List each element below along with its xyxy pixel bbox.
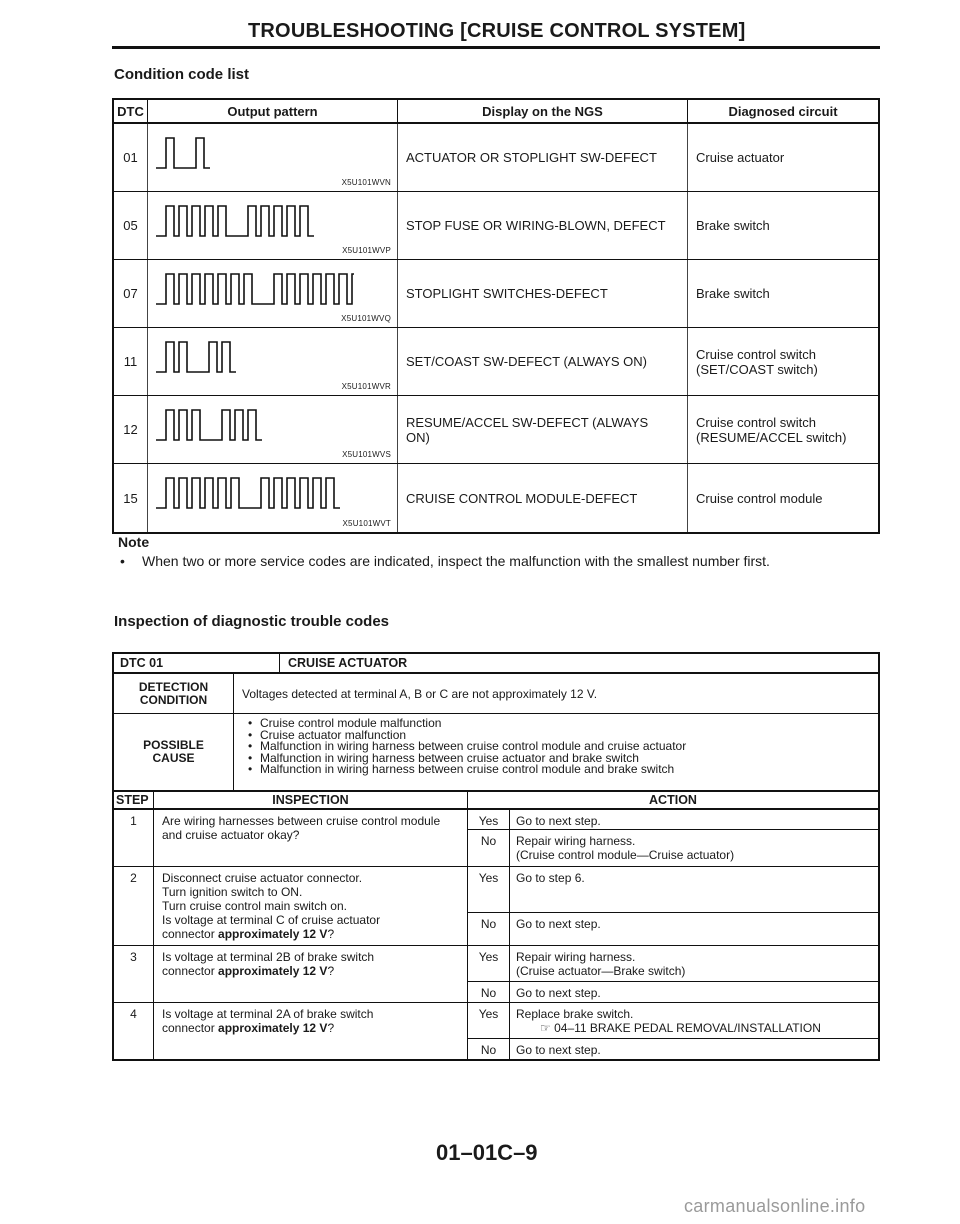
pulse-waveform (154, 202, 354, 242)
page-number: 01–01C–9 (436, 1140, 538, 1165)
action-text (510, 830, 878, 866)
question-line: Is voltage at terminal 2B of brake switch (162, 950, 375, 964)
header-rule (112, 46, 880, 49)
step-question (154, 1003, 468, 1059)
yes-action (468, 810, 878, 830)
step-row-4 (114, 1003, 878, 1059)
question-text: connector (162, 927, 219, 941)
condition-code-row (114, 124, 878, 192)
diagnosed-circuit-text: Cruise control switch (RESUME/ACCEL switch) (696, 414, 847, 445)
question-text: connector (162, 1021, 219, 1035)
question-emphasis: approximately 12 V (218, 927, 328, 941)
step-header: STEP (114, 792, 154, 808)
pulse-line (156, 342, 236, 372)
no-label: No (468, 982, 510, 1002)
no-action (468, 913, 878, 945)
inspection-header: INSPECTION (154, 792, 468, 808)
question-emphasis: approximately 12 V (218, 1021, 328, 1035)
figure-code: X5U101WVR (341, 382, 391, 391)
question-text: ? (327, 964, 335, 978)
no-label: No (468, 830, 510, 866)
question-text: connector (162, 964, 219, 978)
col-output-pattern: Output pattern (148, 100, 398, 122)
step-actions (468, 946, 878, 1002)
ngs-display-text: RESUME/ACCEL SW-DEFECT (ALWAYS ON) (398, 396, 688, 463)
note-label: Note (118, 534, 150, 550)
action-line: Replace brake switch. (516, 1007, 634, 1021)
action-text: Go to next step. (516, 1043, 601, 1057)
no-label: No (468, 913, 510, 945)
step-actions (468, 867, 878, 945)
figure-code: X5U101WVT (342, 519, 391, 528)
cause-item: • Cruise actuator malfunction (248, 730, 878, 742)
step-row-3 (114, 946, 878, 1003)
ngs-display-text: ACTUATOR OR STOPLIGHT SW-DEFECT (398, 124, 688, 191)
step-actions (468, 1003, 878, 1059)
diagnosed-circuit-text: Cruise control module (696, 490, 823, 506)
ngs-display-text: STOPLIGHT SWITCHES-DEFECT (398, 260, 688, 327)
pulse-waveform (154, 134, 354, 174)
step-number: 2 (114, 867, 154, 945)
question-line (162, 1021, 459, 1035)
figure-code: X5U101WVN (341, 178, 391, 187)
figure-code: X5U101WVP (342, 246, 391, 255)
cause-item: • Malfunction in wiring harness between cruise control module and cruise actuator (248, 741, 878, 753)
page-title: TROUBLESHOOTING [CRUISE CONTROL SYSTEM] (248, 20, 746, 42)
detection-text: Voltages detected at terminal A, B or C are not approximately 12 V. (242, 686, 598, 701)
condition-code-row (114, 260, 878, 328)
possible-cause-list (234, 714, 878, 790)
possible-cause-label: POSSIBLE CAUSE (114, 714, 234, 790)
action-line: (Cruise actuator—Brake switch) (516, 964, 686, 978)
diagnosed-circuit-text: Brake switch (696, 286, 770, 301)
cause-item: • Malfunction in wiring harness between cruise actuator and brake switch (248, 753, 878, 765)
ngs-display-text: CRUISE CONTROL MODULE-DEFECT (398, 464, 688, 532)
note-body: When two or more service codes are indicated, inspect the malfunction with the smallest number first. (142, 553, 770, 569)
dtc-01-table (112, 652, 880, 1061)
note-bullet: • (120, 553, 125, 569)
question-text: ? (327, 1021, 335, 1035)
pulse-line (156, 274, 354, 304)
output-pattern-cell (148, 192, 398, 259)
ngs-display-text: STOP FUSE OR WIRING-BLOWN, DEFECT (398, 192, 688, 259)
condition-code-title: Condition code list (114, 66, 249, 83)
no-label: No (468, 1039, 510, 1059)
condition-code-row (114, 328, 878, 396)
col-diagnosed-circuit: Diagnosed circuit (728, 103, 838, 119)
action-line: Repair wiring harness. (516, 950, 636, 964)
pulse-line (156, 478, 340, 508)
action-line: Repair wiring harness. (516, 834, 636, 848)
output-pattern-cell (148, 328, 398, 395)
question-line: Turn ignition switch to ON. (162, 885, 303, 899)
condition-code-table (112, 98, 880, 534)
figure-code: X5U101WVS (342, 450, 391, 459)
question-line: Is voltage at terminal C of cruise actuator (162, 913, 381, 927)
condition-code-header (114, 100, 878, 124)
dtc-code: 15 (114, 464, 148, 532)
diagnosed-circuit-text: Cruise actuator (696, 150, 785, 165)
diagnosed-circuit-text: Brake switch (696, 218, 770, 233)
action-header: ACTION (649, 793, 697, 807)
action-text (510, 1003, 878, 1038)
yes-label: Yes (468, 810, 510, 829)
detection-row (114, 674, 878, 714)
condition-code-row (114, 396, 878, 464)
dtc-title-row (114, 654, 878, 674)
step-number: 3 (114, 946, 154, 1002)
step-row-1 (114, 810, 878, 867)
yes-label: Yes (468, 946, 510, 981)
output-pattern-cell (148, 464, 398, 532)
pulse-line (156, 410, 262, 440)
step-question (154, 867, 468, 945)
step-number: 1 (114, 810, 154, 866)
pulse-waveform (154, 474, 354, 514)
pulse-line (156, 138, 210, 168)
step-question: Are wiring harnesses between cruise control module and cruise actuator okay? (154, 810, 468, 866)
output-pattern-cell (148, 124, 398, 191)
step-number: 4 (114, 1003, 154, 1059)
col-dtc: DTC (114, 100, 148, 122)
no-action (468, 1039, 878, 1059)
figure-code: X5U101WVQ (341, 314, 391, 323)
action-text (510, 946, 878, 981)
no-action (468, 830, 878, 866)
diagnosed-circuit-text: Cruise control switch (SET/COAST switch) (696, 346, 818, 377)
yes-action (468, 1003, 878, 1039)
action-line: (Cruise control module—Cruise actuator) (516, 848, 735, 862)
yes-label: Yes (468, 1003, 510, 1038)
step-actions (468, 810, 878, 866)
no-action (468, 982, 878, 1002)
yes-label: Yes (468, 867, 510, 912)
action-text: Go to next step. (516, 986, 601, 1000)
step-header-row (114, 792, 878, 810)
dtc-code: 07 (114, 260, 148, 327)
output-pattern-cell (148, 260, 398, 327)
question-line: Turn cruise control main switch on. (162, 899, 347, 913)
dtc-number: DTC 01 (114, 654, 280, 672)
question-emphasis: approximately 12 V (218, 964, 328, 978)
pulse-waveform (154, 338, 354, 378)
dtc-code: 01 (114, 124, 148, 191)
question-line (162, 964, 459, 978)
pulse-waveform (154, 406, 354, 446)
ngs-display-text: SET/COAST SW-DEFECT (ALWAYS ON) (398, 328, 688, 395)
question-line: Is voltage at terminal 2A of brake switch (162, 1007, 374, 1021)
dtc-code: 05 (114, 192, 148, 259)
question-line: Disconnect cruise actuator connector. (162, 871, 363, 885)
dtc-code: 11 (114, 328, 148, 395)
step-question (154, 946, 468, 1002)
cause-item: • Malfunction in wiring harness between cruise control module and brake switch (248, 764, 878, 776)
action-text: Go to step 6. (516, 871, 585, 885)
col-display-ngs: Display on the NGS (398, 100, 688, 122)
condition-code-row (114, 464, 878, 532)
possible-cause-row (114, 714, 878, 792)
cross-reference-link[interactable]: ☞ 04–11 BRAKE PEDAL REMOVAL/INSTALLATION (540, 1021, 821, 1035)
yes-action (468, 946, 878, 982)
pulse-line (156, 206, 314, 236)
step-row-2 (114, 867, 878, 946)
question-line (162, 927, 459, 941)
detection-label: DETECTION CONDITION (114, 674, 234, 713)
dtc-name: CRUISE ACTUATOR (288, 656, 408, 670)
note-text (120, 553, 770, 569)
question-text: ? (327, 927, 335, 941)
dtc-code: 12 (114, 396, 148, 463)
cause-item: • Cruise control module malfunction (248, 718, 878, 730)
yes-action (468, 867, 878, 913)
condition-code-row (114, 192, 878, 260)
action-text: Go to next step. (516, 814, 601, 828)
inspection-title: Inspection of diagnostic trouble codes (114, 613, 390, 630)
output-pattern-cell (148, 396, 398, 463)
action-text: Go to next step. (516, 917, 601, 931)
watermark: carmanualsonline.info (684, 1196, 866, 1216)
pulse-waveform (154, 270, 354, 310)
